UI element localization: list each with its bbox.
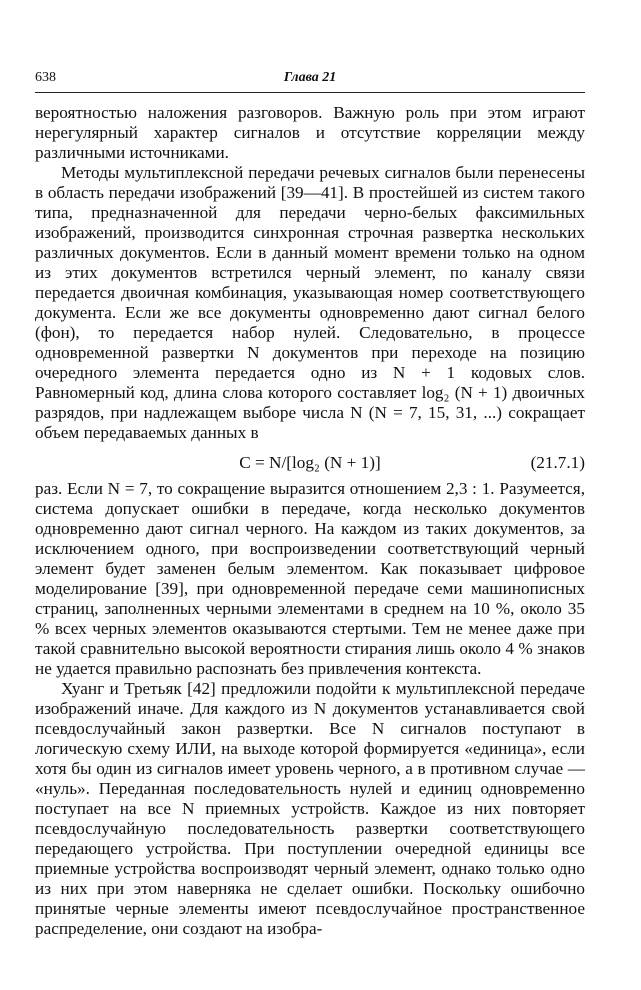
book-page — [35, 70, 585, 939]
equation — [35, 451, 585, 479]
page-header — [35, 70, 585, 93]
running-head: Глава 21 — [283, 70, 337, 85]
page-number: 638 — [35, 70, 56, 85]
paragraph-compression-result: раз. Если N = 7, то сокращение выразится отношением 2,3 : 1. Разумеется, система допускает ошибки в передаче, когда несколько документов одновременно дают сигнал черного. На каждом из таких документов, за исключением одного, при воспроизведении соответствующий черный элемент будет заменен белым элементом. Как показывает цифровое моделирование [39], при одновременной передаче семи машинописных страниц, заполненных черными элементами в среднем на 10 %, около 35 % всех черных элементов оказываются стертыми. Тем не менее даже при такой сравнительно высокой вероятности стирания лишь около 4 % знаков не удается правильно распознать без привлечения контекста. — [35, 479, 585, 678]
equation-number: (21.7.1) — [530, 453, 585, 472]
paragraph-continued: вероятностью наложения разговоров. Важную роль при этом играют нерегулярный характер сигналов и отсутствие корреляции между различными источниками. — [35, 103, 585, 162]
paragraph-huang-tretiak: Хуанг и Третьяк [42] предложили подойти к мультиплексной передаче изображений иначе. Для каждого из N документов устанавливается свой псевдослучайный закон развертки. Все N сигналов поступают в логическую схему ИЛИ, на выходе которой формируется «единица», если хотя бы один из сигналов имеет уровень черного, а в противном случае — «нуль». Переданная последовательность нулей и единиц одновременно поступает на все N приемных устройств. Каждое из них повторяет псевдослучайную последовательность развертки соответствующего передающего устройства. При поступлении очередной единицы все приемные устройства воспроизводят черный элемент, однако только одно из них при этом наверняка не сделает ошибки. Поскольку ошибочно принятые черные элементы имеют псевдослучайное пространственное распределение, они создают на изобра- — [35, 679, 585, 938]
equation-formula: C = N/[log₂ (N + 1)] — [239, 453, 381, 472]
paragraph-multiplex-methods: Методы мультиплексной передачи речевых сигналов были перенесены в область передачи изображений [39—41]. В простейшей из систем такого типа, предназначенной для передачи черно-белых факсимильных изображений, производится синхронная строчная развертка нескольких различных документов. Если в данный момент времени только на одном из этих документов встретился черный элемент, по каналу связи передается двоичная комбинация, указывающая номер соответствующего документа. Если же все документы одновременно дают сигнал белого (фон), то передается набор нулей. Следовательно, в процессе одновременной развертки N документов при переходе на позицию очередного элемента передается одно из N + 1 кодовых слов. Равномерный код, длина слова которого составляет log₂ (N + 1) двоичных разрядов, при надлежащем выборе числа N (N = 7, 15, 31, ...) сокращает объем передаваемых данных в — [35, 163, 585, 442]
